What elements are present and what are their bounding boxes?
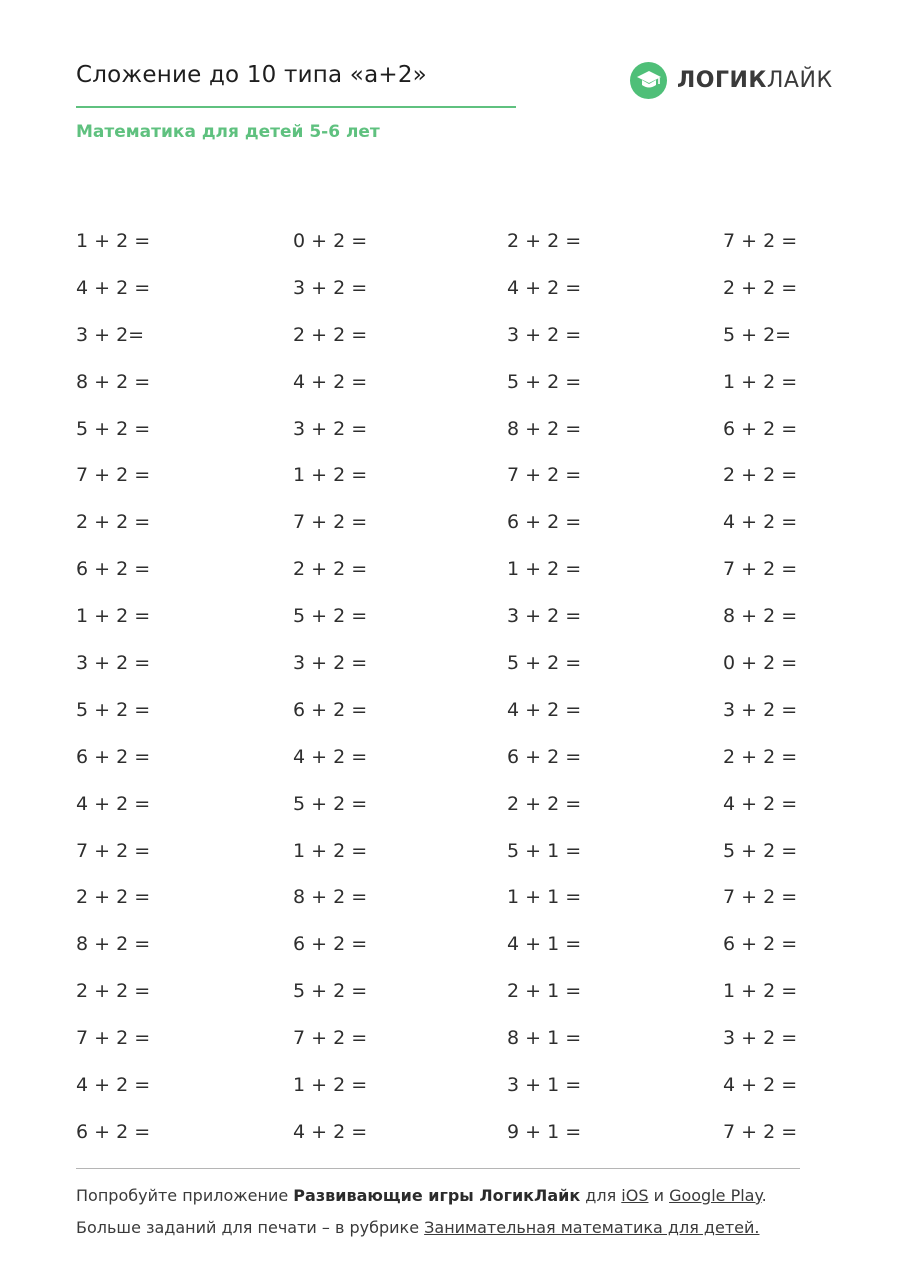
exercise-item: 7 + 2 = — [293, 511, 368, 534]
exercise-item: 4 + 2 = — [293, 370, 368, 393]
exercise-item: 5 + 2 = — [507, 652, 582, 675]
footer-text: Больше заданий для печати – в рубрике — [76, 1218, 425, 1237]
exercise-item: 6 + 2 = — [507, 745, 582, 768]
exercise-item: 2 + 1 = — [507, 980, 582, 1003]
exercise-item: 7 + 2 = — [293, 1027, 368, 1050]
exercise-item: 5 + 2 = — [293, 792, 368, 815]
exercise-item: 8 + 1 = — [507, 1027, 582, 1050]
exercise-item: 2 + 2 = — [76, 980, 151, 1003]
exercise-item: 4 + 2 = — [507, 276, 582, 299]
footer-line-app — [76, 1186, 767, 1205]
exercise-item: 1 + 2 = — [723, 370, 798, 393]
exercise-item: 3 + 2 = — [293, 417, 368, 440]
exercise-item: 6 + 2 = — [293, 698, 368, 721]
exercise-item: 1 + 2 = — [293, 839, 368, 862]
exercise-item: 4 + 1 = — [507, 933, 582, 956]
exercise-item: 6 + 2 = — [76, 745, 151, 768]
exercise-item: 5 + 2 = — [76, 698, 151, 721]
exercise-item: 6 + 2 = — [76, 558, 151, 581]
exercise-item: 2 + 2 = — [293, 323, 368, 346]
exercise-item: 9 + 1 = — [507, 1120, 582, 1143]
exercise-item: 2 + 2 = — [76, 886, 151, 909]
exercise-item: 3 + 2 = — [723, 1027, 798, 1050]
exercise-item: 1 + 2 = — [76, 230, 151, 252]
logo-bold-part: ЛОГИК — [677, 67, 767, 93]
exercise-item: 5 + 2 = — [293, 605, 368, 628]
exercise-item: 3 + 2 = — [723, 698, 798, 721]
footer-text: и — [648, 1186, 670, 1205]
exercise-item: 8 + 2 = — [76, 933, 151, 956]
footer-text: Попробуйте приложение — [76, 1186, 294, 1205]
exercise-item: 2 + 2 = — [723, 276, 798, 299]
page-subtitle: Математика для детей 5-6 лет — [76, 122, 380, 142]
exercise-item: 1 + 1 = — [507, 886, 582, 909]
exercise-item: 1 + 2 = — [507, 558, 582, 581]
exercise-item: 5 + 2 = — [76, 417, 151, 440]
title-underline — [76, 106, 516, 108]
exercise-item: 4 + 2 = — [76, 1074, 151, 1097]
exercise-item: 8 + 2 = — [293, 886, 368, 909]
logiclike-logo[interactable] — [630, 61, 833, 99]
exercise-item: 2 + 2 = — [507, 792, 582, 815]
exercise-item: 3 + 2 = — [293, 276, 368, 299]
exercise-item: 4 + 2 = — [293, 1120, 368, 1143]
exercise-item: 1 + 2 = — [76, 605, 151, 628]
exercise-item: 7 + 2 = — [76, 464, 151, 487]
exercise-item: 3 + 2 = — [293, 652, 368, 675]
exercise-item: 0 + 2 = — [293, 230, 368, 252]
exercise-item: 4 + 2 = — [76, 276, 151, 299]
exercise-item: 4 + 2 = — [507, 698, 582, 721]
footer-text: для — [580, 1186, 622, 1205]
exercise-item: 6 + 2 = — [723, 933, 798, 956]
exercise-item: 6 + 2 = — [723, 417, 798, 440]
footer-line-rubric — [76, 1218, 759, 1237]
graduation-cap-icon — [630, 62, 667, 99]
exercise-item: 7 + 2 = — [723, 558, 798, 581]
exercise-item: 7 + 2 = — [723, 1120, 798, 1143]
exercise-item: 7 + 2 = — [76, 839, 151, 862]
exercise-item: 7 + 2 = — [507, 464, 582, 487]
page-title: Сложение до 10 типа «а+2» — [76, 62, 427, 88]
exercise-item: 2 + 2 = — [507, 230, 582, 252]
exercise-item: 5 + 1 = — [507, 839, 582, 862]
exercise-item: 4 + 2 = — [293, 745, 368, 768]
exercise-item: 5 + 2 = — [723, 839, 798, 862]
google-play-link[interactable]: Google Play — [669, 1186, 762, 1205]
exercise-item: 8 + 2 = — [76, 370, 151, 393]
exercise-item: 4 + 2 = — [723, 511, 798, 534]
exercise-item: 4 + 2 = — [76, 792, 151, 815]
exercise-item: 7 + 2 = — [723, 886, 798, 909]
exercise-item: 2 + 2 = — [293, 558, 368, 581]
logo-wordmark — [677, 68, 833, 93]
exercise-item: 8 + 2 = — [723, 605, 798, 628]
exercise-item: 3 + 2 = — [507, 605, 582, 628]
exercise-item: 1 + 2 = — [723, 980, 798, 1003]
exercise-item: 3 + 1 = — [507, 1074, 582, 1097]
footer-divider — [76, 1168, 800, 1169]
exercise-item: 8 + 2 = — [507, 417, 582, 440]
exercise-item: 0 + 2 = — [723, 652, 798, 675]
footer-app-name: Развивающие игры ЛогикЛайк — [293, 1186, 581, 1205]
exercise-item: 7 + 2 = — [723, 230, 798, 252]
exercise-item: 6 + 2 = — [76, 1120, 151, 1143]
exercise-item: 5 + 2= — [723, 323, 792, 346]
exercise-grid — [76, 229, 836, 1167]
exercise-item: 1 + 2 = — [293, 1074, 368, 1097]
exercise-item: 6 + 2 = — [507, 511, 582, 534]
exercise-item: 7 + 2 = — [76, 1027, 151, 1050]
rubric-link[interactable]: Занимательная математика для детей. — [424, 1218, 760, 1237]
exercise-item: 5 + 2 = — [293, 980, 368, 1003]
exercise-item: 4 + 2 = — [723, 1074, 798, 1097]
exercise-item: 2 + 2 = — [723, 464, 798, 487]
ios-link[interactable]: iOS — [621, 1186, 649, 1205]
exercise-item: 4 + 2 = — [723, 792, 798, 815]
footer-text: . — [761, 1186, 767, 1205]
exercise-item: 6 + 2 = — [293, 933, 368, 956]
exercise-item: 1 + 2 = — [293, 464, 368, 487]
logo-light-part: ЛАЙК — [766, 67, 833, 93]
exercise-item: 3 + 2= — [76, 323, 145, 346]
exercise-item: 2 + 2 = — [76, 511, 151, 534]
exercise-item: 3 + 2 = — [76, 652, 151, 675]
exercise-item: 3 + 2 = — [507, 323, 582, 346]
exercise-item: 2 + 2 = — [723, 745, 798, 768]
exercise-item: 5 + 2 = — [507, 370, 582, 393]
